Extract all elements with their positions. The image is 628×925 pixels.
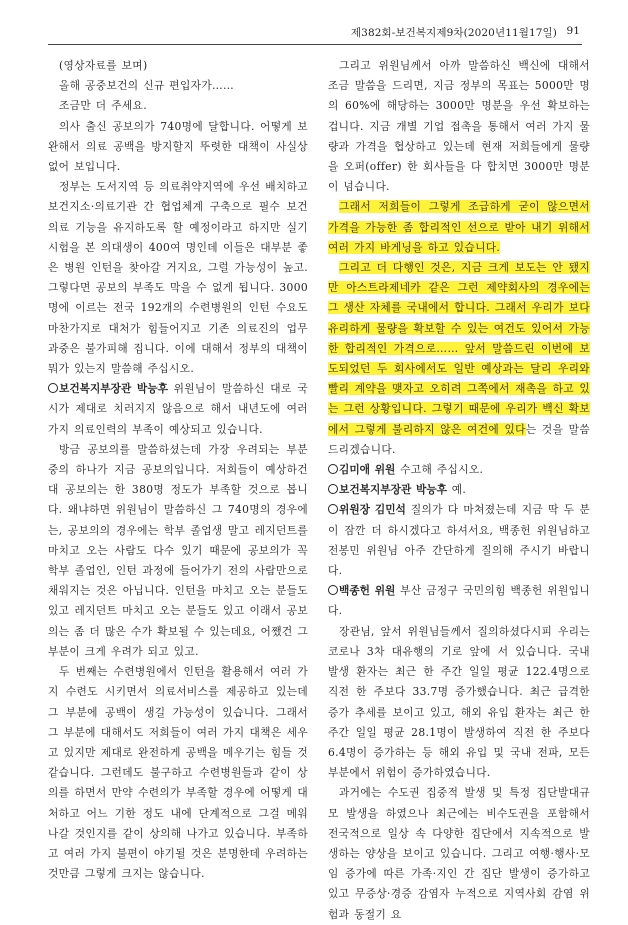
speaker-name: 백종헌 위원	[339, 584, 396, 598]
paragraph: 과거에는 수도권 집중적 발생 및 특정 집단발대규모 발생을 하였으나 최근에는 비수도권을 포함해서 전국적으로 일상 속 다양한 집단에서 지속적으로 발생하는 양상을 보이고 있습니다. 그리고 여행·행사·모임 증가에 따른 가족·지인 간 집단 발생이 증가하고 있고 무증상·경증 감염자 누적으로 지역사회 감염 위험과 동절기 요	[328, 786, 590, 921]
speaker-paragraph: 김미애 위원 수고해 주십시오.	[328, 460, 590, 480]
speaker-circle-icon	[328, 464, 338, 474]
speaker-name: 보건복지부장관 박능후	[59, 382, 168, 396]
speaker-circle-icon	[328, 585, 338, 595]
page-header	[0, 22, 628, 40]
speaker-name: 위원장 김민석	[339, 503, 406, 517]
paragraph: 조금만 더 주세요.	[59, 99, 147, 113]
left-column	[48, 56, 308, 884]
highlighted-paragraph	[328, 197, 590, 258]
page-number: 91	[566, 25, 580, 37]
paragraph: 의사 출신 공보의가 740명에 달합니다. 어떻게 보완해서 의료 공백을 방지할지 뚜렷한 대책이 사실상 없어 보입니다.	[48, 119, 308, 174]
speaker-name: 보건복지부장관 박능후	[339, 483, 447, 497]
speaker-paragraph: 위원장 김민석 질의가 다 마쳐졌는데 지금 딱 두 분이 잠깐 더 하시겠다고 하셔서요, 백종헌 위원님하고 전봉민 위원님 아주 간단하게 질의해 주시기 바랍니다.	[328, 503, 590, 578]
header-title: 제382회-보건복지제9차(2020년11월17일)	[350, 27, 557, 39]
speaker-circle-icon	[328, 484, 338, 494]
speaker-name: 김미애 위원	[339, 463, 396, 477]
right-column	[328, 56, 590, 925]
paragraph: 올해 공중보건의 신규 편입자가……	[59, 79, 235, 93]
paragraph: (영상자료를 보며)	[59, 59, 148, 72]
paragraph: 두 번째는 수련병원에서 인턴을 활용해서 여러 가지 수련도 시키면서 의료서비스를 제공하고 있는데 그 부분에 공백이 생길 가능성이 있습니다. 그래서 그 부분에 대해서도 저희들이 여러 가지 대책은 세우고 있지만 제대로 완전하게 공백을 메우기는 힘들 것 같습니다. 그런데도 불구하고 수련병원들과 같이 상의를 하면서 만약 수련의가 부족할 경우에 어떻게 대처하고 어느 기한 정도 내에 단계적으로 그걸 메워 나갈 것인지를 같이 상의해 나가고 있습니다. 부족하고 여러 가지 불편이 야기될 것은 분명한데 우려하는 것만큼 그렇게 크지는 않습니다.	[48, 665, 308, 881]
highlight: 그리고 더 다행인 것은, 지금 크게 보도는 안 됐지만 아스트라제네카 같은 그런 제약회사의 경우에는 그 생산 자체를 국내에서 합니다. 그래서 우리가 보다 유리하게 물량을 확보할 수 있는 여건도 있어서 가능한 합리적인 가격으로…… 앞서 말씀드린 이번에 보도되었던 두 회사에서도 일반 예상과는 달리 우리와 빨리 계약을 맺자고 오히려 그쪽에서 재촉을 하고 있는 그런 상황입니다. 그렇기 때문에 우리가 백신 확보에서 그렇게 불리하지 않은 여건에 있다	[328, 261, 590, 436]
paragraph: 그리고 위원님께서 아까 말씀하신 백신에 대해서 조금 말씀을 드리면, 지금 정부의 목표는 5000만 명의 60%에 해당하는 3000만 명분을 우선 확보하는 겁니다. 지금 개별 기업 접촉을 통해서 여러 가지 물량과 가격을 협상하고 있는데 현재 저희들에게 물량을 오퍼(offer) 한 회사들을 다 합치면 3000만 명분이 넘습니다.	[328, 59, 590, 194]
speaker-circle-icon	[48, 383, 58, 393]
header-rule	[48, 44, 582, 45]
speaker-paragraph: 보건복지부장관 박능후 예.	[328, 480, 590, 500]
paragraph: 정부는 도서지역 등 의료취약지역에 우선 배치하고 보건지소·의료기관 간 협업체계 구축으로 필수 보건의료 기능을 유지하도록 할 예정이라고 하지만 실기시험을 본 의대생이 400여 명인데 이들은 대부분 좋은 병원 인턴을 찾아갈 거지요, 그럴 가능성이 높고. 그렇다면 공보의 부족도 막을 수 없게 됩니다. 3000명에 이르는 전국 192개의 수련병원의 인턴 수요도 마찬가지로 대처가 힘들어지고 기존 의료진의 업무 과중은 불가피해 집니다. 이에 대해서 정부의 대책이 뭐가 있는지 말씀해 주십시오.	[48, 180, 308, 376]
speaker-circle-icon	[328, 504, 338, 514]
speaker-paragraph: 백종헌 위원 부산 금정구 국민의힘 백종헌 위원입니다.	[328, 584, 591, 618]
highlight: 그래서 저희들이 그렇게 조급하게 굳이 않으면서 가격을 가능한 좀 합리적인 선으로 받아 내기 위해서 여러 가지 바게닝을 하고 있습니다.	[328, 200, 590, 254]
paragraph: 방금 공보의를 말씀하셨는데 가장 우려되는 부분 중의 하나가 지금 공보의입니다. 저희들이 예상하건대 공보의는 한 380명 정도가 부족할 것으로 봅니다. 왜냐하면 위원님이 말씀하신 그 740명의 경우에는, 공보의의 경우에는 학부 졸업생 말고 레지던트를 마치고 오는 사람도 다수 있기 때문에 공보의가 꼭 학부 졸업인, 인턴 과정에 들어가기 전의 사람만으로 채워지는 것은 아닙니다. 인턴을 마치고 오는 분들도 있고 레지던트 마치고 오는 분들도 있고 이래서 공보의는 좀 더 많은 수가 확보될 수 있는데요, 어쨌건 그 부분이 크게 우려가 되고 있고.	[48, 442, 308, 658]
highlighted-paragraph: 그리고 더 다행인 것은, 지금 크게 보도는 안 됐지만 아스트라제네카 같은 그런 제약회사의 경우에는 그 생산 자체를 국내에서 합니다. 그래서 우리가 보다 유리하게 물량을 확보할 수 있는 여건도 있어서 가능한 합리적인 가격으로…… 앞서 말씀드린 이번에 보도되었던 두 회사에서도 일반 예상과는 달리 우리와 빨리 계약을 맺자고 오히려 그쪽에서 재촉을 하고 있는 그런 상황입니다. 그렇기 때문에 우리가 백신 확보에서 그렇게 불리하지 않은 여건에 있다는 것을 말씀드리겠습니다.	[328, 261, 590, 456]
paragraph: 장관님, 앞서 위원님들께서 질의하셨다시피 우리는 코로나 3차 대유행의 기로 앞에 서 있습니다. 국내 발생 환자는 최근 한 주간 일일 평균 122.4명으로 직전 한 주보다 33.7명 증가했습니다. 최근 급격한 증가 추세를 보이고 있고, 해외 유입 환자는 최근 한 주간 일일 평균 28.1명이 발생하여 직전 한 주보다 6.4명이 증가하는 등 해외 유입 및 국내 전파, 모든 부분에서 위험이 증가하였습니다.	[328, 624, 590, 780]
speaker-paragraph: 보건복지부장관 박능후 위원님이 말씀하신 대로 국시가 제대로 치러지지 않음으로 해서 내년도에 여러 가지 의료인력의 부족이 예상되고 있습니다.	[48, 382, 308, 436]
